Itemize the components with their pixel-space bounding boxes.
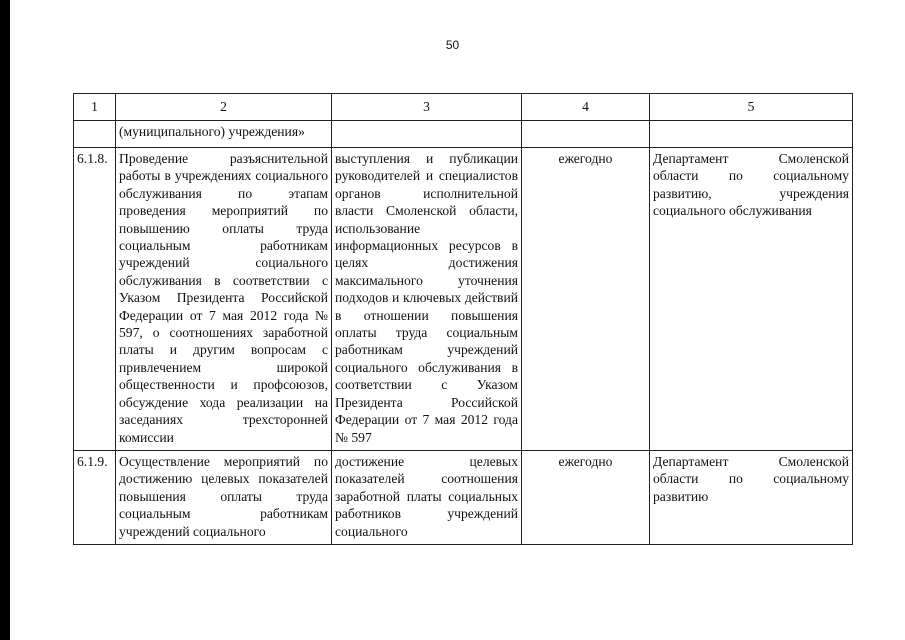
table-header-row [74, 94, 853, 121]
period: ежегодно [522, 450, 650, 544]
header-col-4: 4 [522, 94, 650, 121]
action-description: Проведение разъяснительной работы в учреждениях социального обслуживания по этапам проведения мероприятий по повышению оплаты труда социальным работникам учреждений социального обслуживания в соответствии с Указом Президента Российской Федерации от 7 мая 2012 года № 597, о соотношениях заработной платы и другим вопросам с привлечением широкой общественности и профсоюзов, обсуждение хода реализации на заседаниях трехсторонней комиссии [116, 148, 332, 451]
expected-result: выступления и публикации руководителей и специалистов органов исполнительной власти Смоленской области, использование информационных ресурсов в целях достижения максимального уточнения подходов и ключевых действий в отношении повышения оплаты труда социальным работникам учреждений социального обслуживания в соответствии с Указом Президента Российской Федерации от 7 мая 2012 года № 597 [332, 148, 522, 451]
continuation-cell-4 [522, 121, 650, 148]
responsible-executor: Департамент Смоленской области по социальному развитию [650, 450, 853, 544]
header-col-3: 3 [332, 94, 522, 121]
expected-result: достижение целевых показателей соотношения заработной платы социальных работников учреждений социального [332, 450, 522, 544]
scan-left-edge [0, 0, 10, 640]
table-row [74, 450, 853, 544]
continuation-row [74, 121, 853, 148]
row-number: 6.1.8. [74, 148, 116, 451]
action-description: Осуществление мероприятий по достижению целевых показателей повышения оплаты труда социальным работникам учреждений социального [116, 450, 332, 544]
period: ежегодно [522, 148, 650, 451]
table-row [74, 148, 853, 451]
continuation-text: (муниципального) учреждения» [116, 121, 332, 148]
row-number: 6.1.9. [74, 450, 116, 544]
header-col-1: 1 [74, 94, 116, 121]
continuation-num-cell [74, 121, 116, 148]
measures-table [73, 93, 853, 545]
responsible-executor: Департамент Смоленской области по социальному развитию, учреждения социального обслуживания [650, 148, 853, 451]
continuation-cell-5 [650, 121, 853, 148]
header-col-2: 2 [116, 94, 332, 121]
header-col-5: 5 [650, 94, 853, 121]
continuation-cell-3 [332, 121, 522, 148]
page-number: 50 [445, 38, 460, 52]
